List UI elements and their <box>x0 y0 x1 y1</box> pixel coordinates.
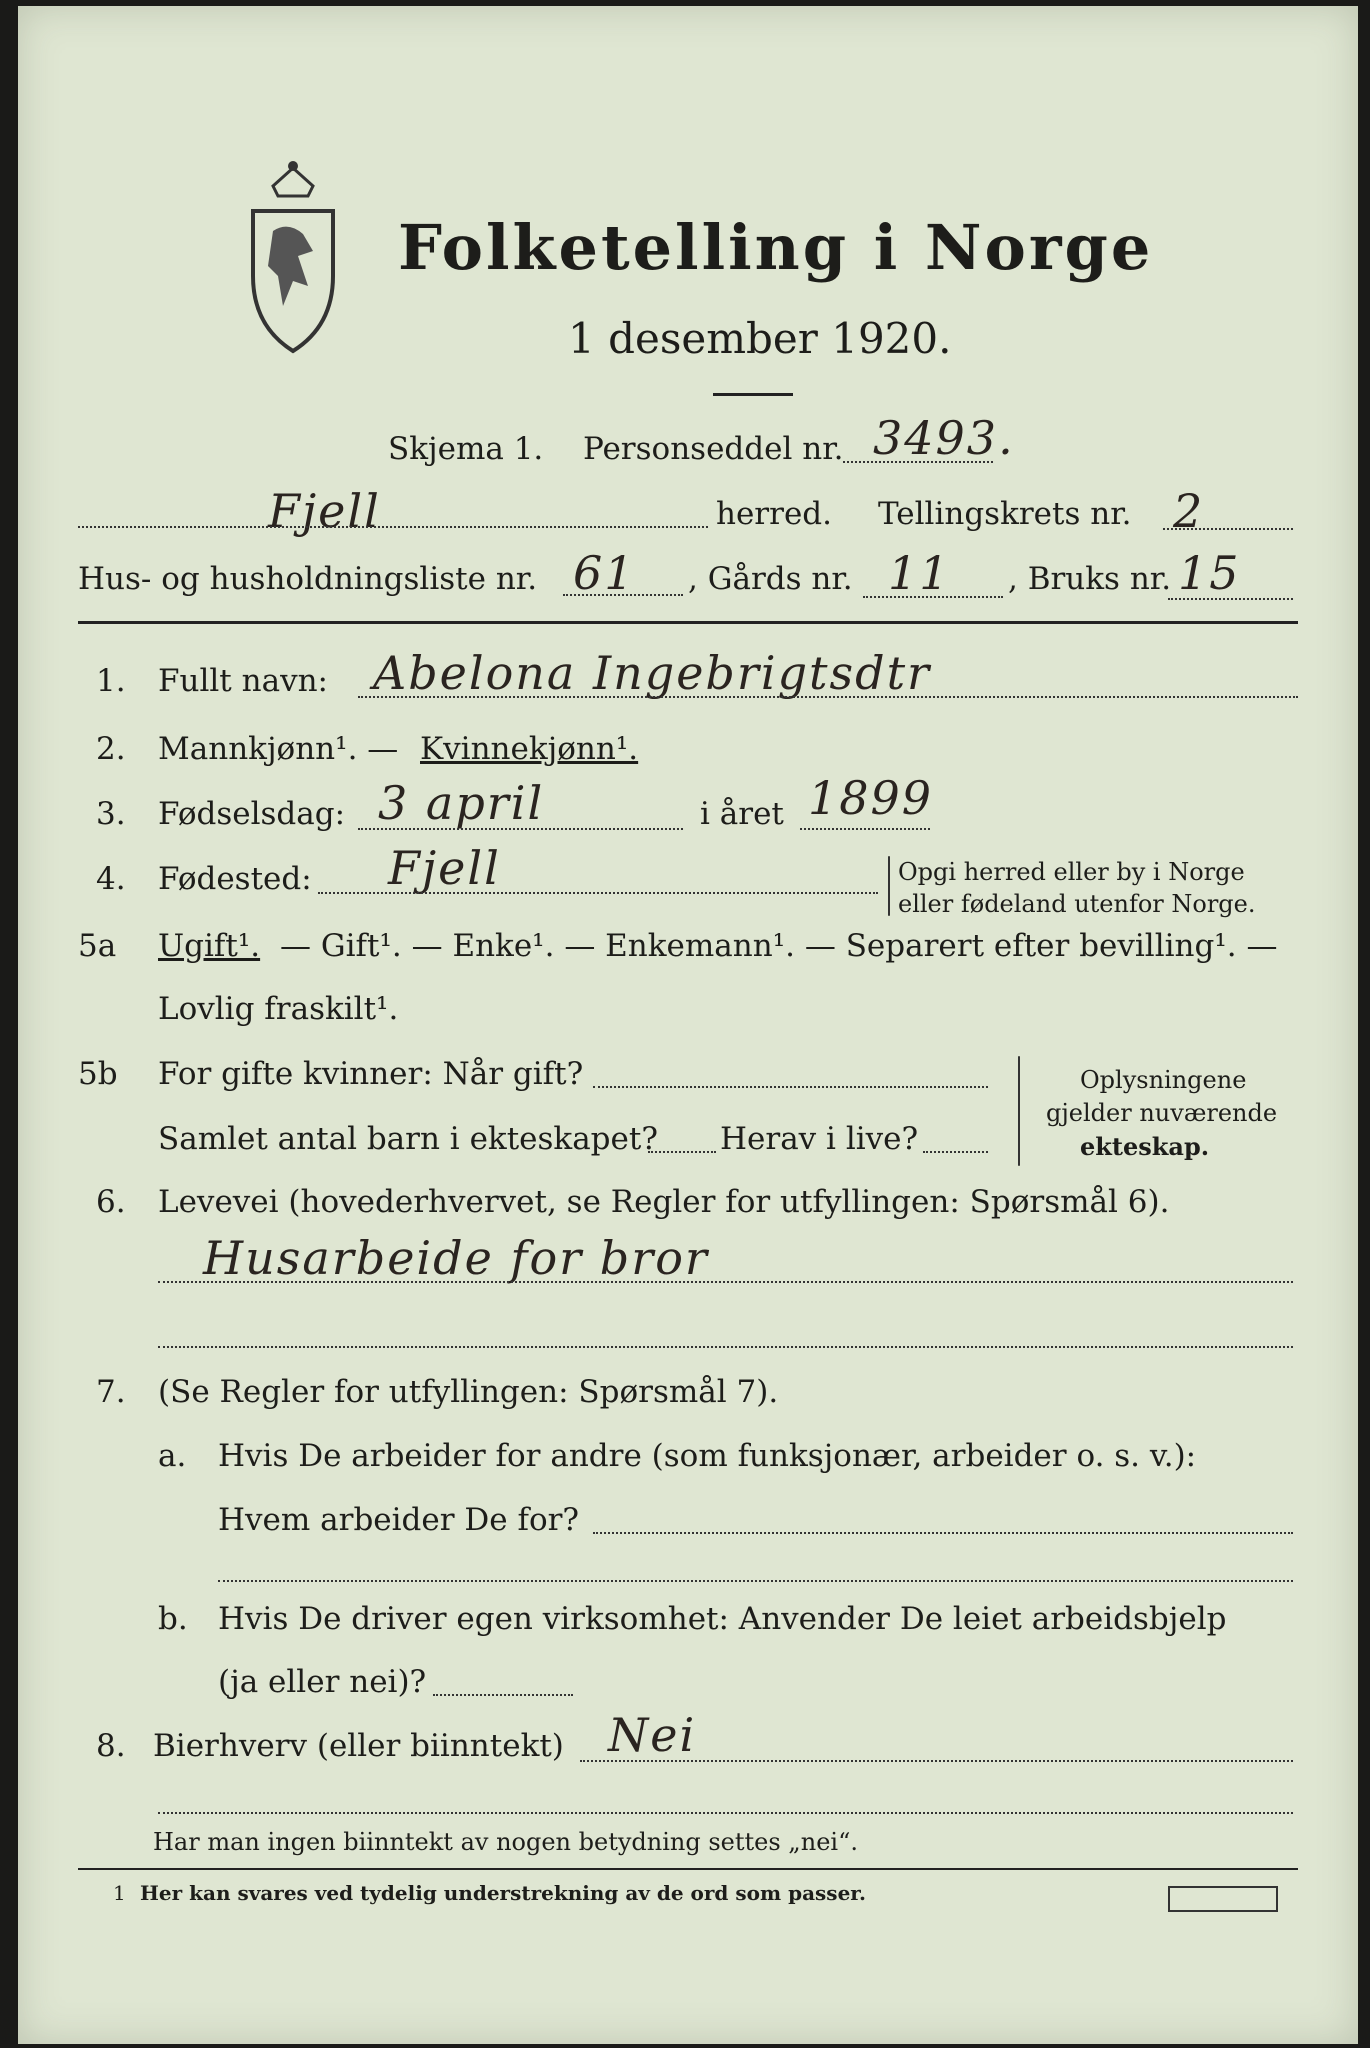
q5a-line-2: Lovlig fraskilt¹. <box>158 991 399 1027</box>
footnote-text: Her kan svares ved tydelig understrekning av de ord som passer. <box>140 1881 866 1905</box>
tellingskrets-label: Tellingskrets nr. <box>878 496 1132 532</box>
husliste-line <box>563 594 683 596</box>
q5a-ugift-underlined: Ugift¹. <box>158 928 261 964</box>
personseddel-value: 3493. <box>873 411 1015 465</box>
tellingskrets-line <box>1163 528 1293 530</box>
gards-label: , Gårds nr. <box>688 561 853 597</box>
census-date: 1 desember 1920. <box>568 314 952 363</box>
q2-male: Mannkjønn¹. — <box>158 731 399 767</box>
q5b-alive-line <box>923 1151 988 1153</box>
husliste-label: Hus- og husholdningsliste nr. <box>78 561 538 597</box>
bruks-line <box>1168 598 1293 600</box>
q7-number: 7. <box>96 1374 126 1410</box>
q4-note-2: eller fødeland utenfor Norge. <box>898 890 1256 918</box>
footer-rule <box>78 1868 1298 1870</box>
q3-label: Fødselsdag: <box>158 796 346 832</box>
q5a-options: — Gift¹. — Enke¹. — Enkemann¹. — Separert efter bevilling¹. — <box>280 928 1278 964</box>
husliste-value: 61 <box>573 546 636 600</box>
q5b-line-1: For gifte kvinner: Når gift? <box>158 1056 584 1092</box>
q6-line-1 <box>158 1281 1293 1283</box>
norwegian-lion-crest-icon <box>228 156 358 356</box>
q3-number: 3. <box>96 796 126 832</box>
q5b-children-line <box>648 1151 716 1153</box>
census-form <box>18 6 1358 2044</box>
q5b-children: Samlet antal barn i ekteskapet? <box>158 1121 658 1157</box>
q8-number: 8. <box>96 1728 126 1764</box>
q7b-line-1: Hvis De driver egen virksomhet: Anvender De leiet arbeidsbjelp <box>218 1601 1227 1637</box>
q3-year-value: 1899 <box>808 771 934 825</box>
herred-label: herred. <box>716 496 832 532</box>
bruks-label: , Bruks nr. <box>1008 561 1172 597</box>
q5b-note-2: gjelder nuværende <box>1046 1099 1278 1127</box>
personseddel-label: Personseddel nr. <box>583 431 844 467</box>
q8-label: Bierhverv (eller biinntekt) <box>153 1728 564 1764</box>
skjema-label: Skjema 1. <box>388 431 544 467</box>
q7-label: (Se Regler for utfyllingen: Spørsmål 7). <box>158 1374 779 1410</box>
q8-line-2 <box>158 1812 1293 1814</box>
footer-note: Har man ingen biinntekt av nogen betydning settes „nei“. <box>153 1828 858 1856</box>
q2-female-underlined: Kvinnekjønn¹. <box>420 731 639 767</box>
bruks-value: 15 <box>1178 546 1241 600</box>
q6-label: Levevei (hovederhvervet, se Regler for utfyllingen: Spørsmål 6). <box>158 1184 1170 1220</box>
q5b-number: 5b <box>78 1056 118 1092</box>
gards-value: 11 <box>888 546 951 600</box>
q5b-note-1: Oplysningene <box>1080 1066 1247 1094</box>
q5a-number: 5a <box>78 928 117 964</box>
q4-label: Fødested: <box>158 861 312 897</box>
q5b-alive: Herav i live? <box>720 1121 919 1157</box>
q7b-line <box>433 1694 573 1696</box>
tellingskrets-value: 2 <box>1173 484 1205 538</box>
q7a-line-extra <box>218 1580 1293 1582</box>
q3-year-line <box>800 828 930 830</box>
q3-value: 3 april <box>378 776 545 830</box>
q4-value: Fjell <box>388 841 501 895</box>
gards-line <box>863 596 1003 598</box>
q6-value: Husarbeide for bror <box>203 1231 709 1285</box>
q1-line <box>358 696 1298 698</box>
herred-line <box>78 526 708 528</box>
form-title: Folketelling i Norge <box>398 211 1154 284</box>
footnote-number: 1 <box>113 1881 126 1905</box>
q7a-line-2: Hvem arbeider De for? <box>218 1502 580 1538</box>
herred-value: Fjell <box>268 484 381 538</box>
q7a-number: a. <box>158 1438 187 1474</box>
q3-line <box>358 828 683 830</box>
q1-value: Abelona Ingebrigtsdtr <box>373 646 932 700</box>
q3-year-label: i året <box>700 796 784 832</box>
q6-line-2 <box>158 1346 1293 1348</box>
q4-line <box>318 892 878 894</box>
q5b-note-3: ekteskap. <box>1080 1132 1210 1161</box>
title-divider <box>713 393 793 396</box>
q7a-line-1: Hvis De arbeider for andre (som funksjonær, arbeider o. s. v.): <box>218 1438 1197 1474</box>
q7b-number: b. <box>158 1601 188 1637</box>
printer-stamp <box>1168 1886 1278 1912</box>
q8-value: Nei <box>608 1708 697 1762</box>
q1-number: 1. <box>96 663 126 699</box>
q6-number: 6. <box>96 1184 126 1220</box>
q2-number: 2. <box>96 731 126 767</box>
q4-number: 4. <box>96 861 126 897</box>
q4-note-1: Opgi herred eller by i Norge <box>898 858 1245 886</box>
q1-label: Fullt navn: <box>158 663 328 699</box>
q7b-line-2: (ja eller nei)? <box>218 1664 427 1700</box>
q8-line <box>580 1760 1293 1762</box>
q7a-line <box>593 1532 1293 1534</box>
q5b-brace <box>1018 1056 1020 1166</box>
q5b-married-line <box>593 1086 988 1088</box>
header-rule <box>78 621 1298 624</box>
q4-brace <box>888 856 890 916</box>
